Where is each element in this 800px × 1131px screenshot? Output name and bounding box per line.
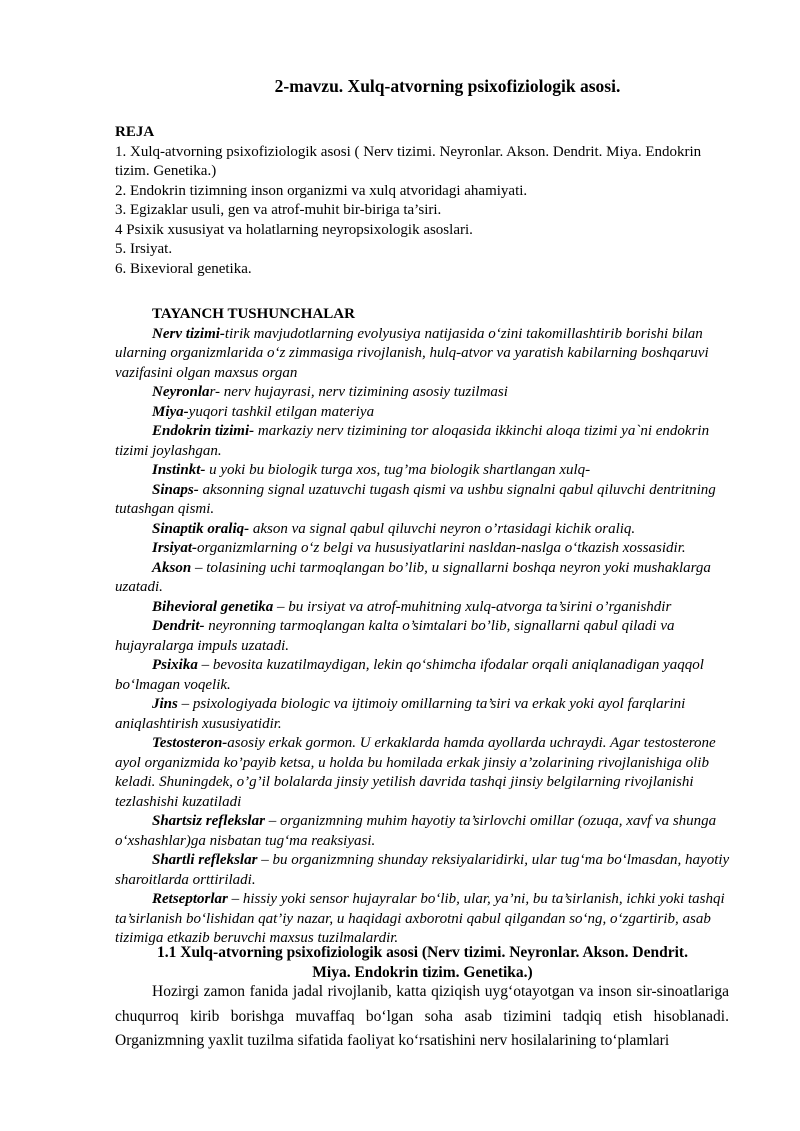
term-definition — [115, 520, 730, 540]
term-definition — [115, 598, 730, 618]
term-name: Shartsiz reflekslar — [152, 813, 265, 829]
term-text: r- nerv hujayrasi, nerv tizimining asosiy tuzilmasi — [209, 384, 508, 400]
term-name: Jins — [152, 696, 178, 712]
term-text: tirik mavjudotlarning evolyusiya natijasida o‘zini takomillashtirib borishi bilan ularning organizmlarida o‘z zimmasiga rivojlanish, hulq-atvor va yaratish kabilarning boshqaruvi vazifasini olgan maxsus organ — [115, 325, 709, 381]
term-text: – psixologiyada biologic va ijtimoiy omillarning ta’siri va erkak yoki ayol farqlarini aniqlashtirish xususiyatidir. — [115, 696, 686, 732]
section-heading — [115, 943, 730, 982]
term-name: Miya- — [152, 403, 189, 420]
term-name: Endokrin tizimi- — [152, 423, 255, 439]
reja-item: 4 Psixik xususiyat va holatlarning neyropsixologik asoslari. — [115, 221, 473, 238]
term-text: organizmlarning o‘z belgi va hususiyatlarini nasldan-naslga o‘tkazish xossasidir. — [197, 540, 686, 556]
term-name: Irsiyat- — [152, 540, 197, 556]
term-name: Psixika — [152, 657, 198, 673]
reja-heading: REJA — [115, 124, 155, 140]
term-text: neyronning tarmoqlangan kalta o’simtalari bo’lib, signallarni qabul qiladi va hujayralarga impuls uzatadi. — [115, 618, 675, 654]
term-definition — [115, 325, 730, 384]
section-paragraph: Hozirgi zamon fanida jadal rivojlanib, katta qiziqish uyg‘otayotgan va inson sir-sinoatlariga chuqurroq kirib borishga muvaffaq bo‘lgan soha asab tizimini tadqiq etish hisoblanadi. Organizmning yaxlit tuzilma sifatida faoliyat ko‘rsatishini nerv hosilalarining to‘plamlari — [115, 983, 729, 1049]
term-definition — [115, 383, 730, 403]
term-name: Testosteron- — [152, 735, 228, 751]
term-name: Retseptorlar — [152, 891, 228, 907]
term-name: Nerv tizimi- — [152, 325, 225, 342]
term-definition — [115, 539, 730, 559]
term-text: – hissiy yoki sensor hujayralar bo‘lib, ular, ya’ni, bu ta’sirlanish, ichki yoki tashqi ta’sirlanish bo‘lishidan qat’iy nazar, u haqidagi axborotni qabul qilgandan so‘ng, o‘zgartirib, asab tizimiga etkazib beruvchi maxsus tuzilmalardir. — [115, 891, 725, 946]
page-title: 2-mavzu. Xulq-atvorning psixofiziologik asosi. — [274, 76, 621, 96]
term-definition — [115, 559, 730, 598]
term-text: – bu organizmning shunday reksiyalaridirki, ular tug‘ma bo‘lmasdan, hayotiy sharoitlarda orttiriladi. — [115, 852, 730, 888]
term-name: Akson — [152, 559, 192, 576]
term-name: Sinaptik oraliq- — [152, 520, 250, 537]
term-name: Shartli reflekslar — [152, 852, 258, 868]
reja-section — [115, 123, 730, 279]
terms-list — [115, 325, 730, 949]
term-definition — [115, 812, 730, 851]
term-definition — [115, 422, 730, 461]
section-heading-line: Miya. Endokrin tizim. Genetika.) — [312, 963, 533, 981]
term-text: – organizmning muhim hayotiy ta’sirlovchi omillar (ozuqa, xavf va shunga o‘xshashlar)ga nisbatan tug‘ma reaksiyasi. — [115, 813, 717, 849]
tushunchalar-section — [115, 305, 730, 949]
section-heading-line: 1.1 Xulq-atvorning psixofiziologik asosi (Nerv tizimi. Neyronlar. Akson. Dendrit. — [157, 944, 688, 961]
term-text: – bu irsiyat va atrof-muhitning xulq-atvorga ta’sirini o’rganishdir — [273, 598, 672, 615]
term-text: yuqori tashkil etilgan materiya — [188, 403, 375, 420]
reja-item: 3. Egizaklar usuli, gen va atrof-muhit bir-biriga ta’siri. — [115, 202, 442, 218]
term-definition — [115, 695, 730, 734]
term-definition — [115, 617, 730, 656]
reja-item: 6. Bixevioral genetika. — [115, 260, 252, 277]
term-text: – tolasining uchi tarmoqlangan bo’lib, u signallarni boshqa neyron yoki mushaklarga uzatadi. — [115, 559, 711, 595]
reja-item: 2. Endokrin tizimning inson organizmi va xulq atvoridagi ahamiyati. — [115, 182, 528, 199]
term-name: Instinkt- — [152, 462, 206, 478]
term-name: Neyronla — [152, 384, 210, 400]
reja-item: 1. Xulq-atvorning psixofiziologik asosi ( Nerv tizimi. Neyronlar. Akson. Dendrit. Miya. Endokrin tizim. Genetika.) — [115, 143, 702, 179]
term-definition — [115, 461, 730, 481]
term-text: u yoki bu biologik turga xos, tug’ma biologik shartlangan xulq- — [205, 462, 591, 478]
term-name: Dendrit- — [152, 618, 205, 634]
term-text: akson va signal qabul qiluvchi neyron o’rtasidagi kichik oraliq. — [249, 520, 636, 537]
term-definition — [115, 890, 730, 949]
term-text: asosiy erkak gormon. U erkaklarda hamda ayollarda uchraydi. Agar testosterone ayol organizmida ko’payib ketsa, u holda bu homilada erkak jinsiy a’zolarining rivojlanishiga olib keladi. Shuningdek, o’g’il bolalarda jinsiy yetilish davrida tashqi jinsiy belgilarning rivojlanishi tezlashishi kuzatiladi — [115, 735, 716, 810]
term-text: aksonning signal uzatuvchi tugash qismi va ushbu signalni qabul qiluvchi dentritning tutashgan qismi. — [115, 481, 716, 517]
term-text: markaziy nerv tizimining tor aloqasida ikkinchi aloqa tizimi ya`ni endokrin tizimi joylashgan. — [115, 423, 710, 459]
term-definition — [115, 403, 730, 423]
reja-item: 5. Irsiyat. — [115, 241, 173, 257]
term-definition — [115, 734, 730, 812]
term-name: Sinaps- — [152, 481, 199, 498]
term-name: Bihevioral genetika — [152, 598, 274, 615]
term-text: – bevosita kuzatilmaydigan, lekin qo‘shimcha ifodalar orqali aniqlanadigan yaqqol bo‘lmagan voqelik. — [115, 657, 704, 693]
tushunchalar-heading: TAYANCH TUSHUNCHALAR — [152, 306, 355, 322]
term-definition — [115, 851, 730, 890]
term-definition — [115, 481, 730, 520]
term-definition — [115, 656, 730, 695]
